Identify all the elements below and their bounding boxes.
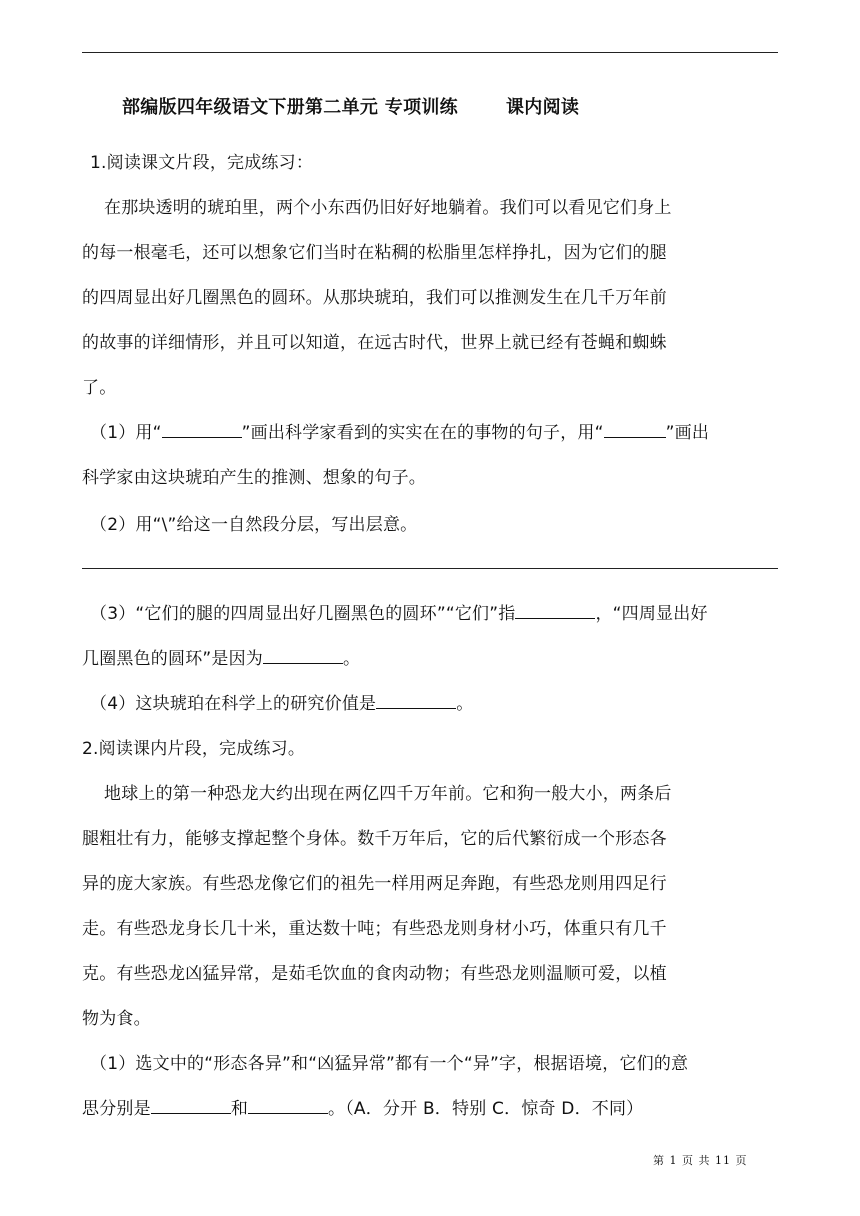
q1-sub3-text-d: 。: [343, 649, 361, 669]
q1-sub3-line-2: [82, 644, 360, 669]
q2-sub1-line-1: （1）选文中的“形态各异”和“凶猛异常”都有一个“异”字，根据语境，它们的意: [90, 1054, 689, 1074]
q1-passage-line-3: 的四周显出好几圈黑色的圆环。从那块琥珀，我们可以推测发生在几千万年前: [82, 288, 667, 308]
q1-sub2-answer-line[interactable]: [82, 568, 778, 569]
q1-sub4: [90, 689, 473, 714]
q2-passage-line-3: 异的庞大家族。有些恐龙像它们的祖先一样用两足奔跑，有些恐龙则用四足行: [82, 874, 667, 894]
answer-blank[interactable]: [151, 1099, 231, 1114]
q2-passage-line-2: 腿粗壮有力，能够支撑起整个身体。数千万年后，它的后代繁衍成一个形态各: [82, 829, 667, 849]
q2-sub1-text-a: 思分别是: [82, 1099, 151, 1119]
title-main: 部编版四年级语文下册第二单元 专项训练: [122, 97, 458, 118]
q1-sub3-line-1: [90, 599, 708, 624]
q1-heading: 1.阅读课文片段，完成练习：: [90, 153, 314, 173]
header-rule: [82, 52, 778, 53]
answer-blank[interactable]: [263, 649, 343, 664]
document-title: [122, 93, 579, 119]
answer-blank[interactable]: [376, 694, 456, 709]
q1-sub3-text-b: ，“四周显出好: [595, 604, 708, 624]
q1-sub4-text-a: （4）这块琥珀在科学上的研究价值是: [90, 694, 377, 714]
q1-sub1-line-2: 科学家由这块琥珀产生的推测、想象的句子。: [82, 468, 426, 488]
q1-sub1-text-c: ”画出: [665, 423, 710, 443]
q2-passage-line-5: 克。有些恐龙凶猛异常，是茹毛饮血的食肉动物；有些恐龙则温顺可爱，以植: [82, 964, 667, 984]
underline-blank-wavy[interactable]: [604, 423, 666, 438]
q1-sub3-text-c: 几圈黑色的圆环”是因为: [82, 649, 264, 669]
q2-passage-line-1: 地球上的第一种恐龙大约出现在两亿四千万年前。它和狗一般大小，两条后: [104, 784, 672, 804]
title-sub: 课内阅读: [505, 97, 580, 118]
q1-passage-line-5: 了。: [82, 378, 117, 398]
q1-sub1-line-1: [90, 418, 709, 443]
page-footer: 第 1 页 共 11 页: [653, 1154, 748, 1167]
q1-sub4-text-b: 。: [456, 694, 474, 714]
q2-sub1-text-b: 和: [230, 1099, 249, 1119]
q1-passage-line-2: 的每一根毫毛，还可以想象它们当时在粘稠的松脂里怎样挣扎，因为它们的腿: [82, 243, 667, 263]
underline-blank-solid[interactable]: [162, 423, 242, 438]
q1-passage-line-1: 在那块透明的琥珀里，两个小东西仍旧好好地躺着。我们可以看见它们身上: [104, 198, 672, 218]
q2-heading: 2.阅读课内片段，完成练习。: [82, 739, 306, 759]
q1-sub3-text-a: （3）“它们的腿的四周显出好几圈黑色的圆环”“它们”指: [90, 604, 516, 624]
q2-passage-line-6: 物为食。: [82, 1009, 151, 1029]
q1-passage-line-4: 的故事的详细情形，并且可以知道，在远古时代，世界上就已经有苍蝇和蜘蛛: [82, 333, 667, 353]
q1-sub1-text-b: ”画出科学家看到的实实在在的事物的句子，用“: [241, 423, 604, 443]
answer-blank[interactable]: [248, 1099, 328, 1114]
q1-sub2: （2）用“\”给这一自然段分层，写出层意。: [90, 515, 418, 535]
answer-blank[interactable]: [515, 604, 595, 619]
q2-passage-line-4: 走。有些恐龙身长几十米，重达数十吨；有些恐龙则身材小巧，体重只有几千: [82, 919, 667, 939]
q2-sub1-line-2: [82, 1094, 643, 1119]
q1-sub1-text-a: （1）用“: [90, 423, 162, 443]
q2-sub1-text-c: 。（A．分开 B．特别 C．惊奇 D．不同）: [328, 1099, 644, 1119]
